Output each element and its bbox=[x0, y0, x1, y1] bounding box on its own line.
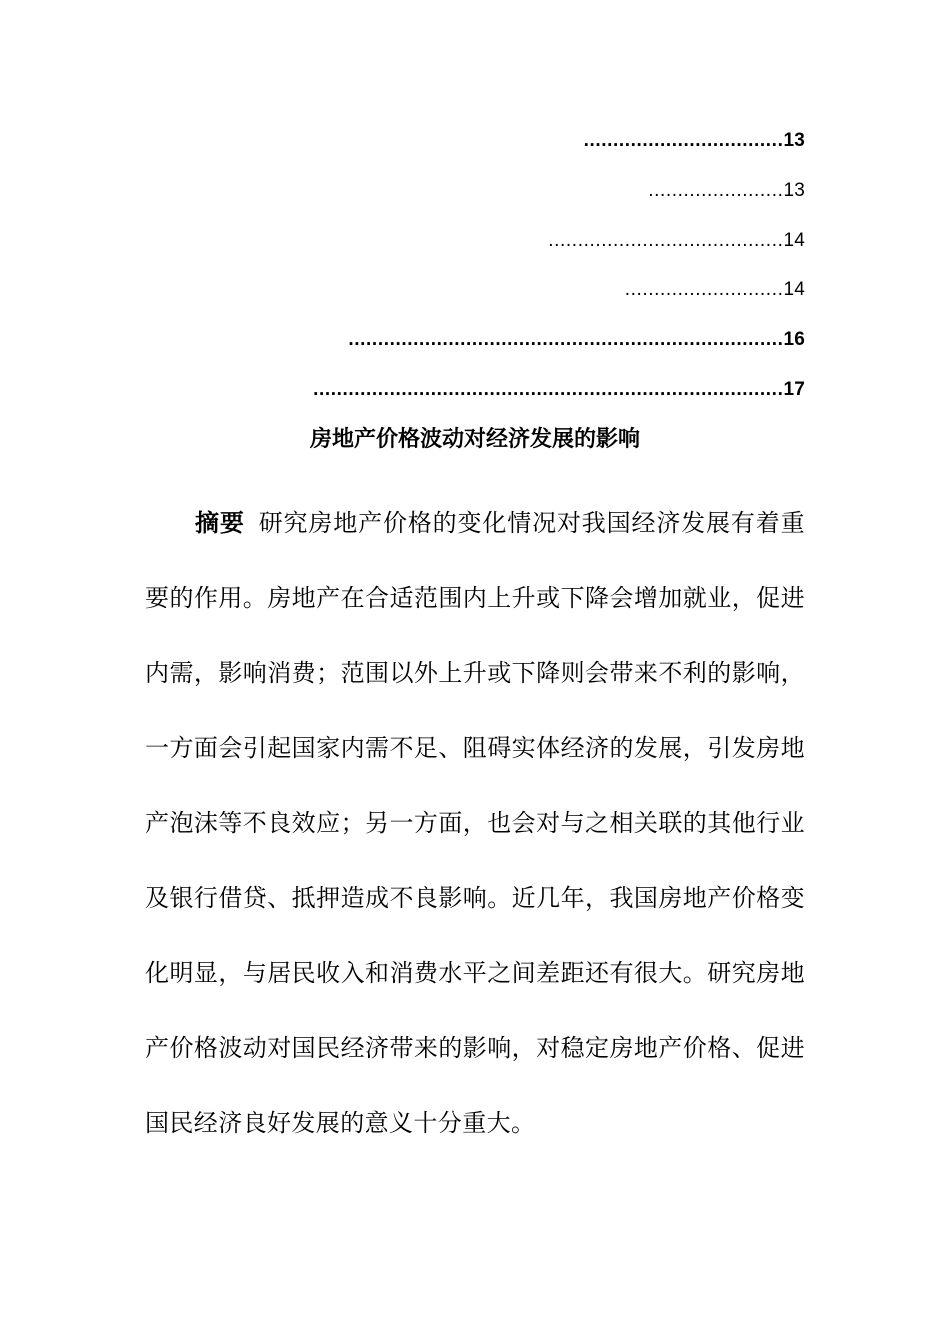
toc-line[interactable] bbox=[313, 377, 805, 403]
toc-line[interactable] bbox=[625, 277, 805, 303]
abstract-text: 研究房地产价格的变化情况对我国经济发展有着重要的作用。房地产在合适范围内上升或下降会增加就业，促进内需，影响消费；范围以外上升或下降则会带来不利的影响，一方面会引起国家内需不足、阻碍实体经济的发展，引发房地产泡沫等不良效应；另一方面，也会对与之相关联的其他行业及银行借贷、抵押造成不良影响。近几年，我国房地产价格变化明显，与居民收入和消费水平之间差距还有很大。研究房地产价格波动对国民经济带来的影响，对稳定房地产价格、促进国民经济良好发展的意义十分重大。 bbox=[145, 509, 805, 1137]
toc-line[interactable] bbox=[548, 228, 805, 254]
toc-page-number: 14 bbox=[783, 279, 805, 300]
toc-leader-dots: ........................... bbox=[624, 279, 784, 300]
toc-page-number: 17 bbox=[783, 379, 805, 400]
abstract-paragraph bbox=[145, 486, 805, 1161]
toc-line[interactable] bbox=[584, 128, 805, 154]
toc-page-number: 14 bbox=[783, 230, 805, 251]
toc-leader-dots: ................................................................................ bbox=[313, 379, 784, 400]
abstract-label: 摘要 bbox=[195, 509, 245, 537]
toc-leader-dots: .................................. bbox=[583, 130, 784, 151]
toc-page-number: 16 bbox=[783, 329, 805, 350]
toc-page-number: 13 bbox=[783, 130, 805, 151]
toc-line[interactable] bbox=[648, 178, 805, 204]
toc-line[interactable] bbox=[348, 327, 805, 353]
toc-leader-dots: ....................... bbox=[648, 180, 784, 201]
paper-title: 房地产价格波动对经济发展的影响 bbox=[309, 427, 640, 452]
toc-page-number: 13 bbox=[783, 180, 805, 201]
toc-leader-dots: ........................................ bbox=[548, 230, 784, 251]
toc-leader-dots: .......................................................................... bbox=[348, 329, 784, 350]
